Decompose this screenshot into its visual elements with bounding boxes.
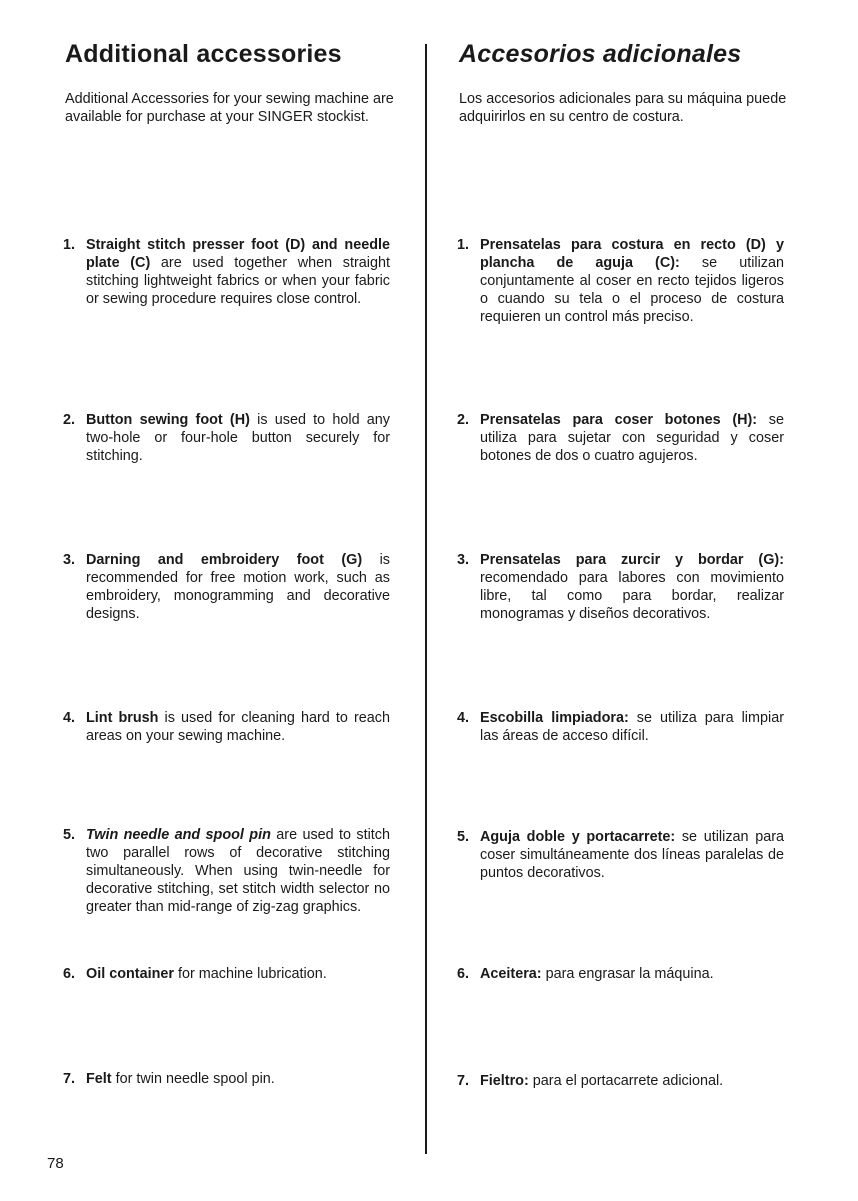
item-text: for twin needle spool pin. <box>111 1071 275 1087</box>
item-lead: Felt <box>86 1071 112 1087</box>
item-number: 3. <box>457 552 470 568</box>
item-text: se utiliza para sujetar con seguridad y coser botones de dos o cuatro agujeros. <box>480 412 785 464</box>
english-intro: Additional Accessories for your sewing machine are available for purchase at your SINGER stockist. <box>65 91 394 125</box>
item-lead: Aceitera: <box>480 966 542 982</box>
item-number: 5. <box>63 827 76 843</box>
item-lead: Fieltro: <box>480 1073 529 1089</box>
english-item-3 <box>63 551 390 623</box>
item-number: 7. <box>63 1071 76 1087</box>
english-title: Additional accessories <box>65 40 342 68</box>
english-item-2 <box>63 411 390 465</box>
page-number: 78 <box>47 1155 64 1172</box>
item-lead: Button sewing foot (H) <box>86 412 250 428</box>
item-lead: Twin needle and spool pin <box>86 827 271 843</box>
item-number: 6. <box>63 966 76 982</box>
item-text: are used together when straight stitching lightweight fabrics or when your fabric or sewing procedure requires close control. <box>86 255 390 307</box>
item-lead: Oil container <box>86 966 174 982</box>
spanish-item-6 <box>457 965 784 983</box>
spanish-item-7 <box>457 1072 784 1090</box>
item-lead: Escobilla limpiadora: <box>480 710 629 726</box>
item-number: 4. <box>63 710 76 726</box>
item-number: 6. <box>457 966 470 982</box>
item-lead: Darning and embroidery foot (G) <box>86 552 363 568</box>
spanish-intro: Los accesorios adicionales para su máquina puede adquirirlos en su centro de costura. <box>459 91 787 125</box>
item-number: 3. <box>63 552 76 568</box>
item-lead: Aguja doble y portacarrete: <box>480 829 676 845</box>
english-item-6 <box>63 965 390 983</box>
item-number: 2. <box>457 412 470 428</box>
spanish-item-1 <box>457 236 784 326</box>
item-text: para el portacarrete adicional. <box>528 1073 724 1089</box>
item-number: 2. <box>63 412 76 428</box>
spanish-item-2 <box>457 411 784 465</box>
item-number: 7. <box>457 1073 470 1089</box>
item-text: para engrasar la máquina. <box>541 966 714 982</box>
english-item-5 <box>63 826 390 916</box>
spanish-title: Accesorios adicionales <box>459 40 742 68</box>
item-text: se utilizan conjuntamente al coser en recto tejidos ligeros o cuando su tela o el proceso de costura requieren un control más preciso. <box>480 255 784 325</box>
item-text: se utiliza para limpiar las áreas de acceso difícil. <box>480 710 784 744</box>
item-text: se utilizan para coser simultáneamente dos líneas paralelas de puntos decorativos. <box>480 829 785 881</box>
item-text: recomendado para labores con movimiento libre, tal como para bordar, realizar monogramas y diseños decorativos. <box>480 570 784 622</box>
item-text: is recommended for free motion work, such as embroidery, monogramming and decorative designs. <box>86 552 390 622</box>
item-number: 5. <box>457 829 470 845</box>
item-number: 1. <box>63 237 76 253</box>
english-item-7 <box>63 1070 390 1088</box>
item-lead: Prensatelas para coser botones (H): <box>480 412 758 428</box>
spanish-item-4 <box>457 709 784 745</box>
item-text: for machine lubrication. <box>173 966 327 982</box>
item-text: are used to stitch two parallel rows of decorative stitching simultaneously. When using twin-needle for decorative stitching, set stitch width selector no greater than mid-range of zig-zag graphics. <box>86 827 391 915</box>
spanish-item-3 <box>457 551 784 623</box>
column-divider <box>425 44 427 1154</box>
item-number: 4. <box>457 710 470 726</box>
item-lead: Lint brush <box>86 710 159 726</box>
spanish-item-5 <box>457 828 784 882</box>
english-item-1 <box>63 236 390 308</box>
item-lead: Prensatelas para zurcir y bordar (G): <box>480 552 784 568</box>
english-item-4 <box>63 709 390 745</box>
item-text: is used to hold any two-hole or four-hole button securely for stitching. <box>86 412 391 464</box>
item-number: 1. <box>457 237 470 253</box>
item-lead: Straight stitch presser foot (D) and needle plate (C) <box>86 237 390 271</box>
item-lead: Prensatelas para costura en recto (D) y plancha de aguja (C): <box>480 237 784 271</box>
item-text: is used for cleaning hard to reach areas on your sewing machine. <box>86 710 390 744</box>
